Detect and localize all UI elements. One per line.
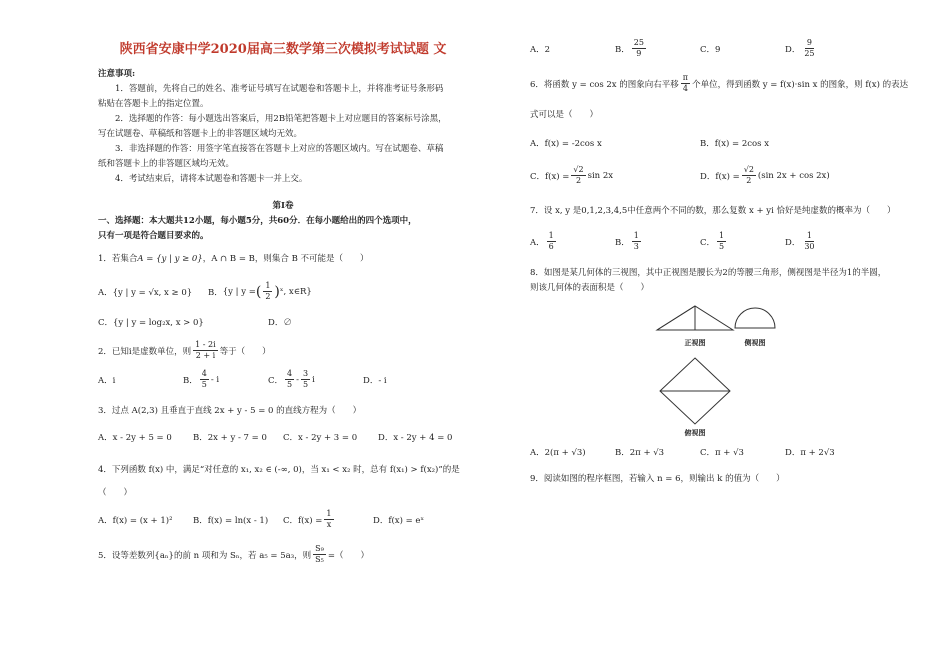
question-2-option-c: C． $\frac{4}{5}$ - $\frac{3}{5}$ i xyxy=(268,369,315,389)
question-1-options-row2 xyxy=(98,316,468,328)
question-6-option-a: A．f(x) = -2cos x xyxy=(530,139,602,149)
question-8-stem: 8．如图是某几何体的三视图，其中正视图是腰长为2的等腰三角形，侧视图是半径为1的半圆， xyxy=(530,268,887,278)
question-6-options-row2 xyxy=(530,165,915,186)
question-3-stem: 3．过点 A(2,3) 且垂直于直线 2x + y - 5 = 0 的直线方程为（ ） xyxy=(98,406,362,416)
page-title: 陕西省安康中学2020届高三数学第三次模拟考试试题 文 xyxy=(119,42,447,57)
question-8-option-d: D．π + 2√3 xyxy=(785,448,835,458)
question-8-option-c: C．π + √3 xyxy=(700,448,744,458)
question-7-option-c: C． $\frac{1}{5}$ xyxy=(700,231,725,251)
question-8-option-a: A．2(π + √3) xyxy=(530,448,586,458)
question-3-option-c: C．x - 2y + 3 = 0 xyxy=(283,433,358,443)
question-3-options xyxy=(98,431,468,443)
question-5-option-d: D． $\frac{9}{25}$ xyxy=(785,38,815,58)
question-2-option-b: B． $\frac{4}{5}$ - i xyxy=(183,369,220,389)
section-intro: 只有一项是符合题目要求的。 xyxy=(98,231,209,241)
side-view-label: 侧视图 xyxy=(744,338,766,347)
section-title: 第Ⅰ卷 xyxy=(272,201,294,211)
front-view-label: 正视图 xyxy=(684,338,706,347)
question-6-options-row1 xyxy=(530,137,915,149)
question-2-option-d: D．- i xyxy=(363,375,387,386)
question-6-option-c: C．f(x) = $\frac{√2}{2}$ sin 2x xyxy=(530,165,614,185)
question-6-option-b: B．f(x) = 2cos x xyxy=(700,139,769,149)
question-1-stem: 1．若集合A = {y | y ≥ 0}，A ∩ B = B，则集合 B 不可能是（ ） xyxy=(98,254,369,264)
question-6-stem-cont: 式可以是（ ） xyxy=(530,110,599,120)
question-1-option-b: B． {y | y = ( $\frac{1}{2}$ ) ˣ, x∈R} xyxy=(208,281,312,301)
question-7-options xyxy=(530,231,915,252)
section-intro: 一、选择题：本大题共12小题，每小题5分，共60分．在每小题给出的四个选项中， xyxy=(98,216,417,226)
question-1-option-c: C．{y | y = log₂x, x > 0} xyxy=(98,318,204,328)
notice-line: 1．答题前，先将自己的姓名、准考证号填写在试题卷和答题卡上，并将准考证号条形码 xyxy=(115,84,444,94)
question-8-options xyxy=(530,446,915,458)
question-4-option-d: D．f(x) = eˣ xyxy=(373,515,425,526)
question-5-option-c: C．9 xyxy=(700,44,721,55)
question-5-options xyxy=(530,38,915,59)
question-6-stem: 6．将函数 y = cos 2x 的图象向右平移 $\frac{\pi}{4}$ 个单位，得到函数 y = f(x)·sin x 的图象，则 f(x) 的表达 xyxy=(530,73,909,93)
question-1-options-row1 xyxy=(98,281,468,302)
question-5-option-a: A．2 xyxy=(530,44,551,55)
top-view-diagram xyxy=(658,356,732,426)
question-3-option-a: A．x - 2y + 5 = 0 xyxy=(98,433,172,443)
notice-line: 写在试题卷、草稿纸和答题卡上的非答题区域均无效。 xyxy=(98,129,303,139)
question-7-option-d: D． $\frac{1}{30}$ xyxy=(785,231,815,251)
question-3-option-d: D．x - 2y + 4 = 0 xyxy=(378,433,453,443)
question-7-option-b: B． $\frac{1}{3}$ xyxy=(615,231,639,251)
question-8-stem-cont: 则该几何体的表面积是（ ） xyxy=(530,283,650,293)
notice-line: 4．考试结束后，请将本试题卷和答题卡一并上交。 xyxy=(115,174,308,184)
question-4-option-a: A．f(x) = (x + 1)² xyxy=(98,515,173,526)
question-9-stem: 9．阅读如图的程序框图，若输入 n = 6，则输出 k 的值为（ ） xyxy=(530,474,785,484)
side-view-diagram xyxy=(733,304,777,330)
top-view-label: 俯视图 xyxy=(684,428,706,437)
question-6-option-d: D．f(x) = $\frac{√2}{2}$ (sin 2x + cos 2x) xyxy=(700,165,830,185)
question-7-option-a: A． $\frac{1}{6}$ xyxy=(530,231,554,251)
notice-line: 纸和答题卡上的非答题区域均无效。 xyxy=(98,159,235,169)
notice-line: 2．选择题的作答：每小题选出答案后，用2B铅笔把答题卡上对应题目的答案标号涂黑， xyxy=(115,114,447,124)
question-2-option-a: A．i xyxy=(98,375,116,386)
notice-line: 粘贴在答题卡上的指定位置。 xyxy=(98,99,209,109)
right-column xyxy=(530,30,915,487)
notice-heading: 注意事项: xyxy=(98,69,136,79)
question-2-options xyxy=(98,369,468,390)
question-8-option-b: B．2π + √3 xyxy=(615,448,665,458)
question-4-option-b: B．f(x) = ln(x - 1) xyxy=(193,515,269,526)
left-column xyxy=(98,30,468,565)
question-4-option-c: C．f(x) = $\frac{1}{x}$ xyxy=(283,509,332,529)
notice-line: 3．非选择题的作答：用签字笔直接答在答题卡上对应的答题区域内。写在试题卷、草稿 xyxy=(115,144,444,154)
question-7-stem: 7．设 x, y 是0,1,2,3,4,5中任意两个不同的数，那么复数 x + yi 恰好是纯虚数的概率为（ ） xyxy=(530,206,896,216)
question-4-paren: （ ） xyxy=(98,488,133,498)
question-5-stem: 5．设等差数列{aₙ}的前 n 项和为 Sₙ，若 a₅ = 5a₃，则 $\frac{\text{S₉}}{\text{S₅}}$ =（ ） xyxy=(98,544,369,564)
question-2-stem: 2．已知i是虚数单位，则 $\frac{1 - 2i}{2 + i}$ 等于（ ） xyxy=(98,340,271,360)
question-1-option-a: A．{y | y = √x, x ≥ 0} xyxy=(98,287,193,298)
question-4-stem: 4．下列函数 f(x) 中，满足“对任意的 x₁, x₂ ∈ (-∞, 0)，当 x₁ < x₂ 时，总有 f(x₁) > f(x₂)”的是 xyxy=(98,465,460,475)
question-5-option-b: B． $\frac{25}{9}$ xyxy=(615,38,644,58)
question-4-options xyxy=(98,509,468,530)
question-3-option-b: B．2x + y - 7 = 0 xyxy=(193,433,267,443)
three-view-figure xyxy=(530,300,915,440)
question-1-option-d: D．∅ xyxy=(268,318,292,328)
front-view-diagram xyxy=(655,304,735,332)
